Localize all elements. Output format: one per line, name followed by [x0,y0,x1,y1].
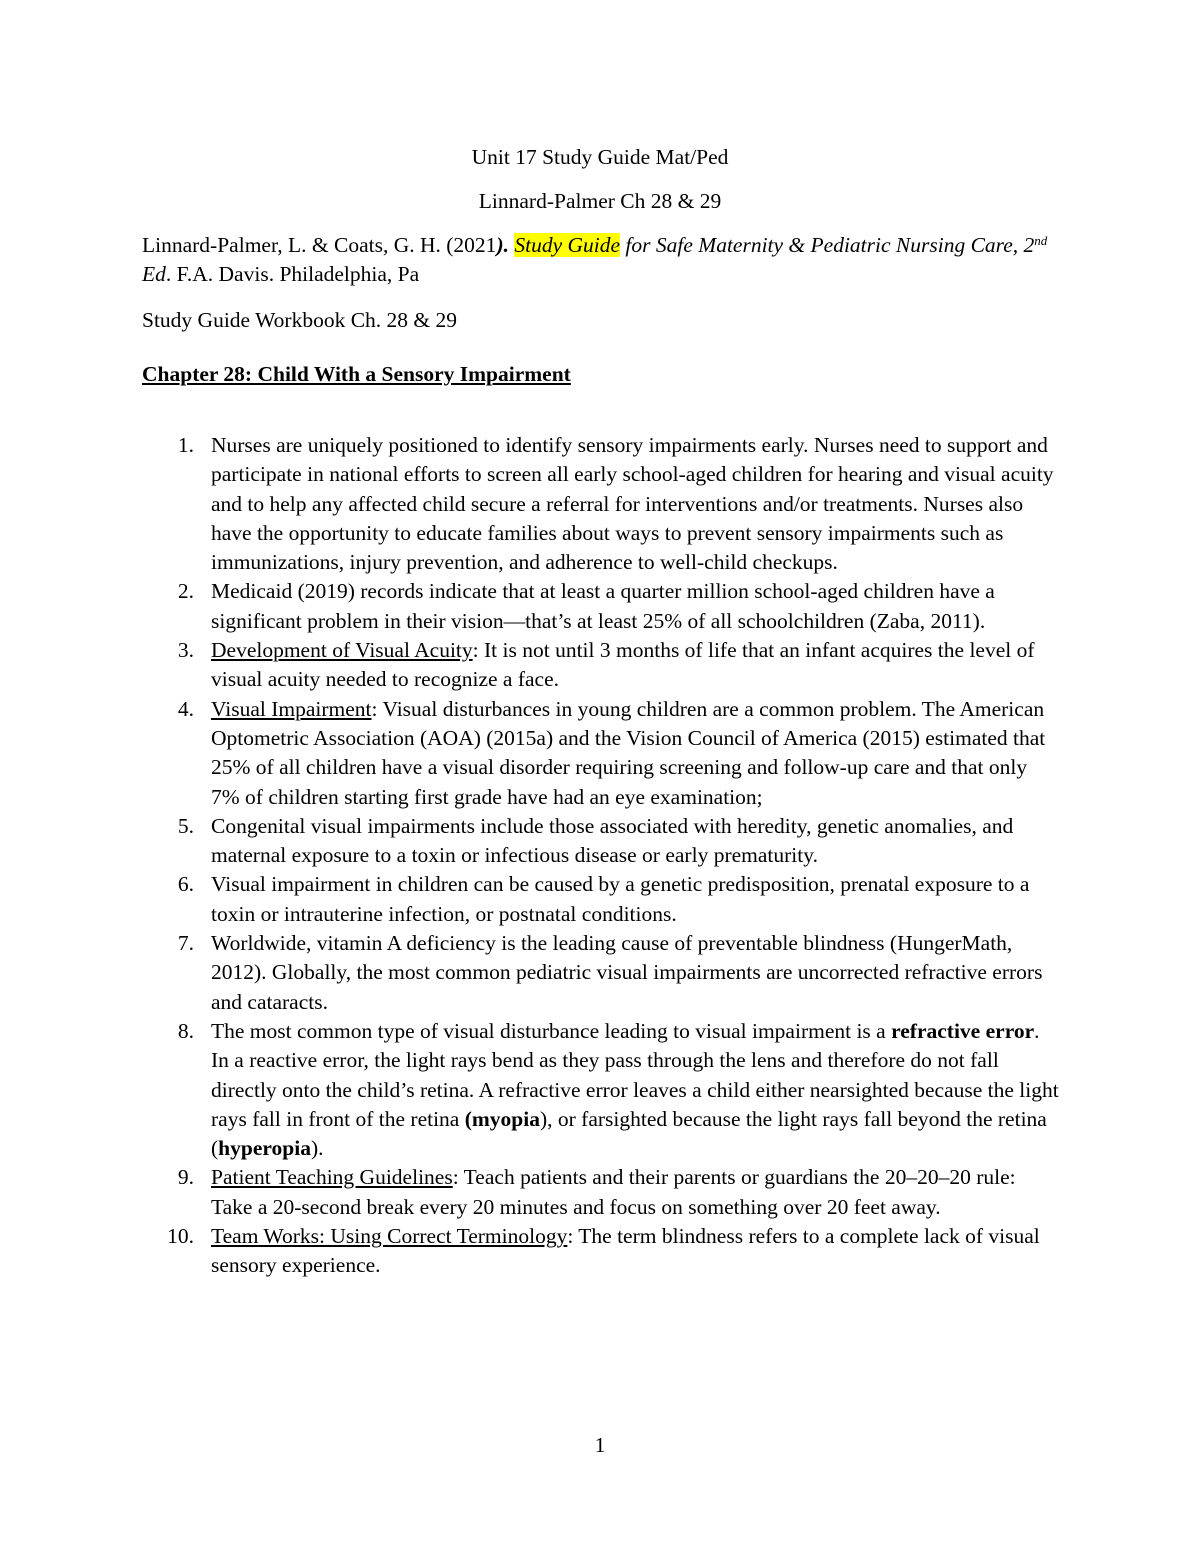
list-item-number: 10. [167,1224,194,1249]
list-item [0,1222,1061,1281]
document-title: Unit 17 Study Guide Mat/Ped [471,145,729,169]
list-item-number: 5. [177,813,194,838]
workbook-line: Study Guide Workbook Ch. 28 & 29 [142,308,458,332]
list-item-text: Congenital visual impairments include those associated with heredity, genetic anomalies, and maternal exposure to a toxin or infectious disease or early prematurity. [211,813,1014,868]
reference-citation [142,231,1062,290]
list-item-number: 8. [177,1018,194,1043]
list-item-text: Medicaid (2019) records indicate that at least a quarter million school-aged children have a significant problem in their vision—that’s at least 25% of all schoolchildren (Zaba, 2011). [211,579,995,633]
page-number: 1 [594,1433,606,1457]
list-item [0,870,1061,929]
study-points-list [0,431,1200,1281]
list-item-number: 3. [177,638,194,663]
list-item-text: Nurses are uniquely positioned to identify sensory impairments early. Nurses need to support and participate in national efforts to screen all early school-aged children for hearing and visual acuity and to help any affected child secure a referral for interventions and/or treatments. Nurses also have the opportunity to educate families about ways to prevent sensory impairments such as immunizations, injury prevention, and adherence to well-child checkups. [211,433,1054,575]
list-item-text: : Teach patients and their parents or guardians the 20–20–20 rule: Take a 20-second break every 20 minutes and focus on something over 20 feet away. [211,1165,1016,1219]
list-item-number: 9. [177,1165,194,1190]
list-item-text-part: ). [310,1136,324,1161]
list-item-label: Team Works: Using Correct Terminology [211,1224,568,1249]
list-item-number: 7. [177,931,194,956]
list-item [0,577,1061,636]
list-item-text: : It is not until 3 months of life that an infant acquires the level of visual acuity needed to recognize a face. [211,638,1035,692]
list-item-text: : The term blindness refers to a complete lack of visual sensory experience. [211,1224,1040,1278]
citation-paren: ). [496,233,509,257]
term-hyperopia: hyperopia [218,1136,311,1161]
list-item [0,695,1061,812]
list-item-text-part: ), or farsighted because the light rays fall beyond the retina ( [211,1106,1047,1161]
citation-authors: Linnard-Palmer, L. & Coats, G. H. (2021 [142,233,497,257]
list-item [0,636,1061,695]
list-item-number: 6. [177,872,194,897]
list-item-text-part: . In a reactive error, the light rays bend as they pass through the lens and therefore do not fall directly onto the child’s retina. A refractive error leaves a child either nearsighted because the light rays fall in front of the retina [211,1018,1059,1131]
list-item [0,1017,1061,1163]
citation-publisher: . F.A. Davis. Philadelphia, Pa [165,262,420,287]
list-item [0,431,1061,577]
list-item [0,929,1061,1017]
citation-title-rest: for Safe Maternity & Pediatric Nursing Care, 2 [620,233,1035,257]
chapter-heading: Chapter 28: Child With a Sensory Impairment [142,362,571,386]
document-subtitle: Linnard-Palmer Ch 28 & 29 [478,189,722,213]
list-item-number: 4. [177,696,194,721]
list-item-text: : Visual disturbances in young children are a common problem. The American Optometric Association (AOA) (2015a) and the Vision Council of America (2015) estimated that 25% of all children have a visual disorder requiring screening and follow-up care and that only 7% of children starting first grade have had an eye examination; [211,696,1046,809]
term-refractive-error: refractive error [891,1018,1035,1043]
list-item-label: Patient Teaching Guidelines [211,1165,453,1190]
citation-title-edition: Ed [142,262,166,287]
list-item-text: Visual impairment in children can be caused by a genetic predisposition, prenatal exposure to a toxin or intrauterine infection, or postnatal conditions. [211,872,1030,926]
list-item [0,1163,1061,1222]
list-item-text-part: The most common type of visual disturbance leading to visual impairment is a [211,1018,892,1043]
list-item-number: 1. [177,433,194,457]
list-item [0,812,1061,871]
list-item-label: Visual Impairment [211,696,372,721]
list-item-text: Worldwide, vitamin A deficiency is the leading cause of preventable blindness (HungerMath, 2012). Globally, the most common pediatric visual impairments are uncorrected refractive errors and cataracts. [211,931,1043,1014]
term-myopia: (myopia [464,1106,540,1131]
list-item-number: 2. [177,579,194,604]
list-item-label: Development of Visual Acuity [211,638,473,663]
citation-highlighted-title: Study Guide [514,233,621,257]
citation-edition-sup: nd [1034,233,1048,248]
